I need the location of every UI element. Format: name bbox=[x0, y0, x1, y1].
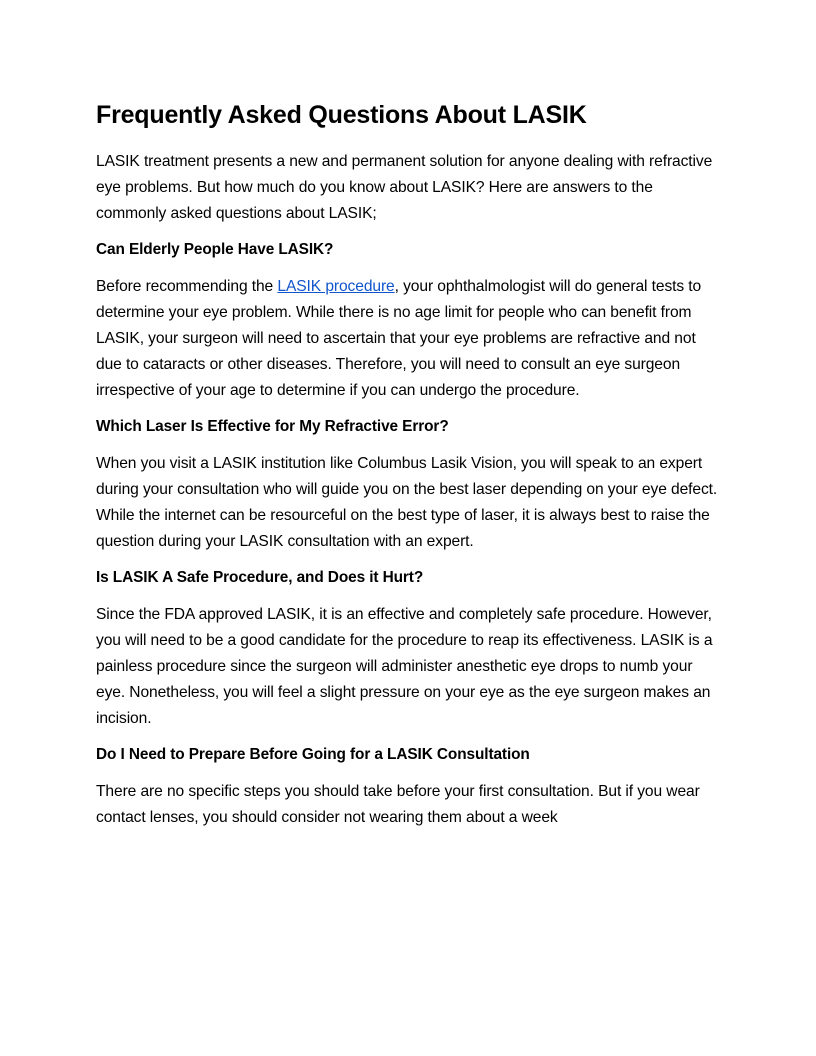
intro-paragraph: LASIK treatment presents a new and permanent solution for anyone dealing with refractive eye problems. But how much do you know about LASIK? Here are answers to the commonly asked questions about LASIK; bbox=[96, 153, 713, 222]
section-body-safety: Since the FDA approved LASIK, it is an effective and completely safe procedure. However, you will need to be a good candidate for the procedure to reap its effectiveness. LASIK is a painless procedure since the surgeon will administer anesthetic eye drops to numb your eye. Nonetheless, you will feel a slight pressure on your eye as the eye surgeon makes an incision. bbox=[96, 606, 713, 727]
section-heading-prepare: Do I Need to Prepare Before Going for a LASIK Consultation bbox=[96, 746, 530, 763]
section-heading-laser: Which Laser Is Effective for My Refractive Error? bbox=[96, 418, 449, 435]
section-body-laser: When you visit a LASIK institution like Columbus Lasik Vision, you will speak to an expert during your consultation who will guide you on the best laser depending on your eye defect. While the internet can be resourceful on the best type of laser, it is always best to raise the question during your LASIK consultation with an expert. bbox=[96, 455, 718, 550]
page-title: Frequently Asked Questions About LASIK bbox=[96, 101, 587, 129]
lasik-procedure-link[interactable]: LASIK procedure bbox=[277, 278, 395, 295]
section-body-prepare: There are no specific steps you should take before your first consultation. But if you wear contact lenses, you should consider not wearing them about a week bbox=[96, 783, 700, 826]
section-heading-elderly: Can Elderly People Have LASIK? bbox=[96, 241, 334, 258]
body-text: Before recommending the bbox=[96, 278, 278, 295]
document-page bbox=[96, 98, 722, 841]
body-text: , your ophthalmologist will do general tests to determine your eye problem. While there is no age limit for people who can benefit from LASIK, your surgeon will need to ascertain that your eye problems are refractive and not due to cataracts or other diseases. Therefore, you will need to consult an eye surgeon irrespective of your age to determine if you can undergo the procedure. bbox=[96, 278, 702, 399]
section-body-elderly bbox=[96, 274, 722, 404]
section-heading-safety: Is LASIK A Safe Procedure, and Does it Hurt? bbox=[96, 569, 424, 586]
